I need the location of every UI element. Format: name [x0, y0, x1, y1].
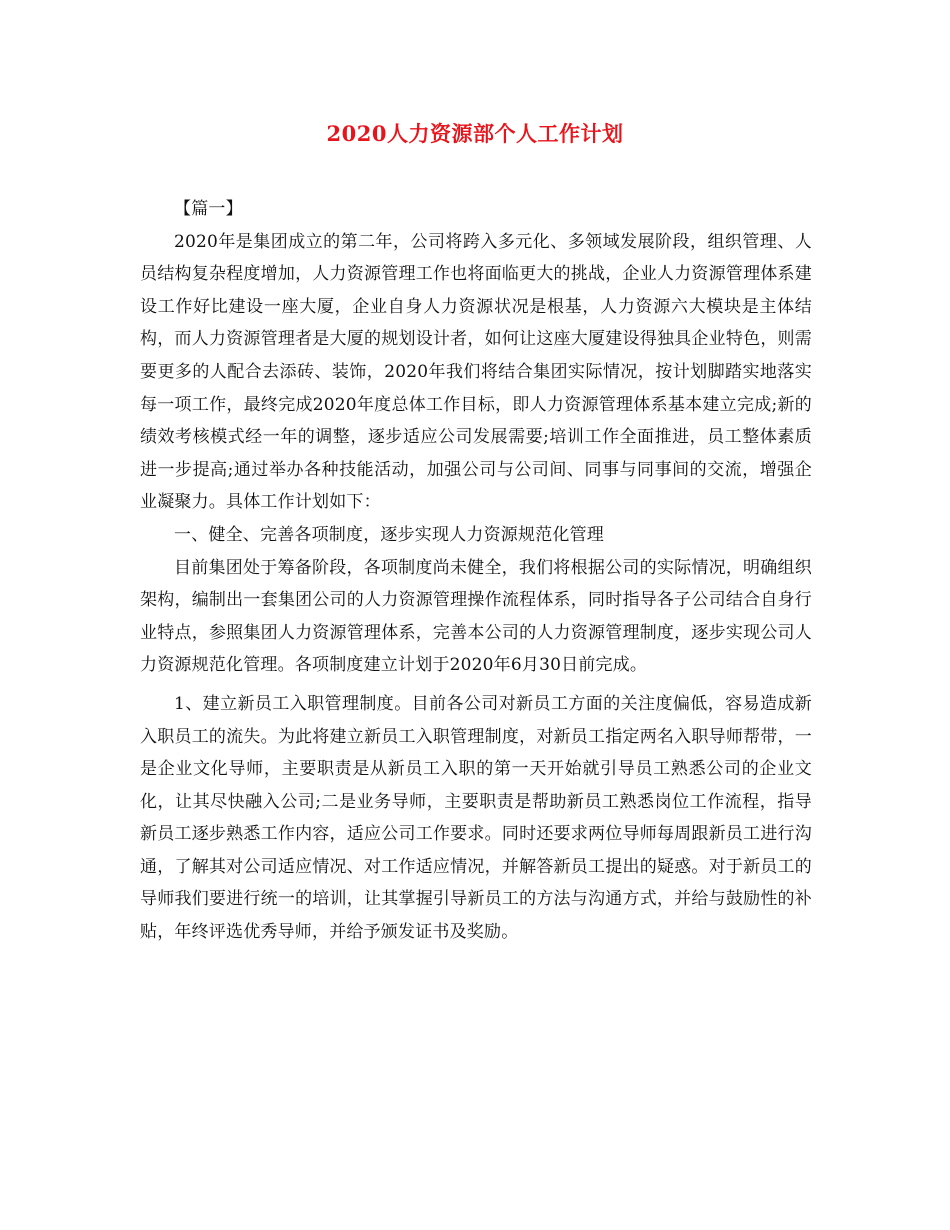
- paragraph-onboarding: 1、建立新员工入职管理制度。目前各公司对新员工方面的关注度偏低，容易造成新入职员工的流失。为此将建立新员工入职管理制度，对新员工指定两名入职导师帮带，一是企业文化导师，主要职责是从新员工入职的第一天开始就引导员工熟悉公司的企业文化，让其尽快融入公司;二是业务导师，主要职责是帮助新员工熟悉岗位工作流程，指导新员工逐步熟悉工作内容，适应公司工作要求。同时还要求两位导师每周跟新员工进行沟通，了解其对公司适应情况、对工作适应情况，并解答新员工提出的疑惑。对于新员工的导师我们要进行统一的培训，让其掌握引导新员工的方法与沟通方式，并给与鼓励性的补贴，年终评选优秀导师，并给予颁发证书及奖励。: [140, 693, 812, 943]
- paragraph-system: 目前集团处于筹备阶段，各项制度尚未健全，我们将根据公司的实际情况，明确组织架构，编制出一套集团公司的人力资源管理操作流程体系，同时指导各子公司结合自身行业特点，参照集团人力资源管理体系，完善本公司的人力资源管理制度，逐步实现公司人力资源规范化管理。各项制度建立计划于2020年6月30日前完成。: [140, 557, 812, 676]
- intro-paragraph: 2020年是集团成立的第二年，公司将跨入多元化、多领域发展阶段，组织管理、人员结构复杂程度增加，人力资源管理工作也将面临更大的挑战，企业人力资源管理体系建设工作好比建设一座大厦，企业自身人力资源状况是根基，人力资源六大模块是主体结构，而人力资源管理者是大厦的规划设计者，如何让这座大厦建设得独具企业特色，则需要更多的人配合去添砖、装饰，2020年我们将结合集团实际情况，按计划脚踏实地落实每一项工作，最终完成2020年度总体工作目标，即人力资源管理体系基本建立完成;新的绩效考核模式经一年的调整，逐步适应公司发展需要;培训工作全面推进，员工整体素质进一步提高;通过举办各种技能活动，加强公司与公司间、同事与同事间的交流，增强企业凝聚力。具体工作计划如下：: [140, 231, 812, 513]
- document-title: 2020人力资源部个人工作计划: [326, 121, 624, 146]
- document-body: [140, 193, 812, 949]
- section-label: 【篇一】: [174, 199, 243, 219]
- section-heading: 一、健全、完善各项制度，逐步实现人力资源规范化管理: [174, 524, 604, 545]
